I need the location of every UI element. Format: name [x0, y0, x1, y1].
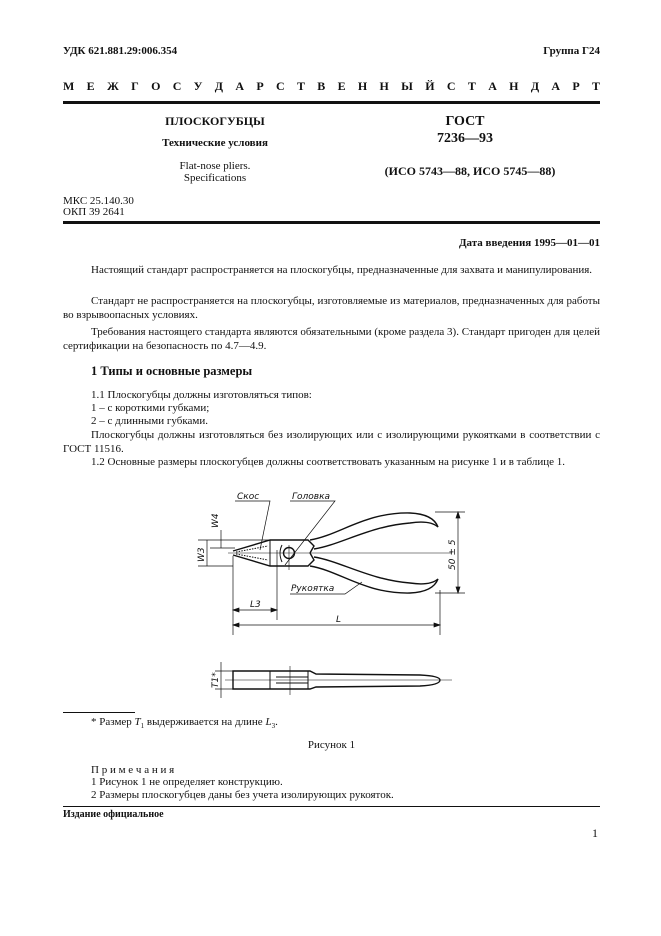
dim-w3: W3	[197, 547, 207, 562]
pliers-side-view	[215, 662, 452, 698]
intro-paragraph-3: Требования настоящего стандарта являются обязательными (кроме раздела 3). Стандарт пригоден для целей сертификации на безопасность по 4.7—4.9.	[63, 326, 600, 352]
label-head: Головка	[292, 492, 331, 502]
english-title-line2: Specifications	[183, 172, 247, 184]
note-1: 1 Рисунок 1 не определяет конструкцию.	[91, 776, 283, 788]
dimension-lines	[198, 501, 465, 635]
document-subtitle: Технические условия	[162, 137, 268, 149]
pliers-top-view	[228, 513, 452, 593]
clause-1-2: 1.2 Основные размеры плоскогубцев должны соответствовать указанным на рисунке 1 и в таблице 1.	[91, 456, 565, 468]
notes-heading: П р и м е ч а н и я	[91, 764, 175, 776]
label-bevel: Скос	[237, 492, 260, 502]
footnote-end: .	[275, 716, 278, 728]
gost-number: 7236—93	[437, 131, 493, 146]
page-number: 1	[592, 826, 598, 840]
iso-reference: (ИСО 5743—88, ИСО 5745—88)	[384, 164, 556, 178]
gost-designation	[390, 113, 540, 147]
intro-paragraph-2: Стандарт не распространяется на плоскогубцы, изготовляемые из материалов, предназначенных для работы во взрывоопасных условиях.	[63, 295, 600, 321]
figure-caption: Рисунок 1	[307, 739, 356, 751]
footer-rule	[63, 806, 600, 807]
dim-w4: W4	[211, 513, 221, 528]
clause-1-1-handles: Плоскогубцы должны изготовляться без изолирующих или с изолирующими рукоятками в соответствии с ГОСТ 11516.	[63, 429, 600, 455]
dim-t1: T1*	[211, 672, 221, 688]
english-title	[120, 160, 310, 184]
type-1: 1 – с короткими губками;	[91, 402, 210, 414]
type-2: 2 – с длинными губками.	[91, 415, 208, 427]
footnote-rule	[63, 712, 135, 713]
dim-l: L	[336, 615, 342, 625]
dim-height: 50 ± 5	[448, 539, 458, 570]
udk-code: УДК 621.881.29:006.354	[63, 45, 178, 57]
clause-1-1: 1.1 Плоскогубцы должны изготовляться типов:	[91, 389, 312, 401]
dim-l3: L3	[250, 600, 261, 610]
introduction-date: Дата введения 1995—01—01	[458, 237, 600, 249]
section-1-heading: 1 Типы и основные размеры	[91, 364, 253, 378]
note-2: 2 Размеры плоскогубцев даны без учета изолирующих рукояток.	[91, 789, 394, 801]
footnote-symbol-2: L	[265, 716, 272, 728]
intro-paragraph-1: Настоящий стандарт распространяется на плоскогубцы, предназначенные для захвата и манипулирования.	[91, 264, 593, 276]
footnote-subscript: 1	[140, 722, 145, 731]
mks-code: МКС 25.140.30	[63, 195, 134, 207]
group-code: Группа Г24	[543, 45, 600, 57]
top-rule	[63, 101, 600, 104]
footnote-text: * Размер	[91, 716, 135, 728]
official-edition: Издание официальное	[63, 809, 164, 820]
okp-code: ОКП 39 2641	[63, 206, 125, 218]
gost-label: ГОСТ	[445, 114, 485, 129]
figure-footnote	[91, 716, 278, 730]
label-handle: Рукоятка	[291, 584, 335, 594]
standard-banner: М Е Ж Г О С У Д А Р С Т В Е Н Н Ы Й С Т А Н Д А Р Т	[63, 79, 600, 93]
footnote-subscript-2: 3	[271, 722, 276, 731]
pliers-drawing	[190, 490, 470, 700]
footnote-text-mid: выдерживается на длине	[144, 716, 266, 728]
classification-codes	[63, 196, 134, 218]
header-bottom-rule	[63, 221, 600, 224]
english-title-line1: Flat-nose pliers.	[179, 160, 251, 172]
footnote-symbol: T	[134, 716, 141, 728]
document-title: ПЛОСКОГУБЦЫ	[165, 114, 265, 128]
